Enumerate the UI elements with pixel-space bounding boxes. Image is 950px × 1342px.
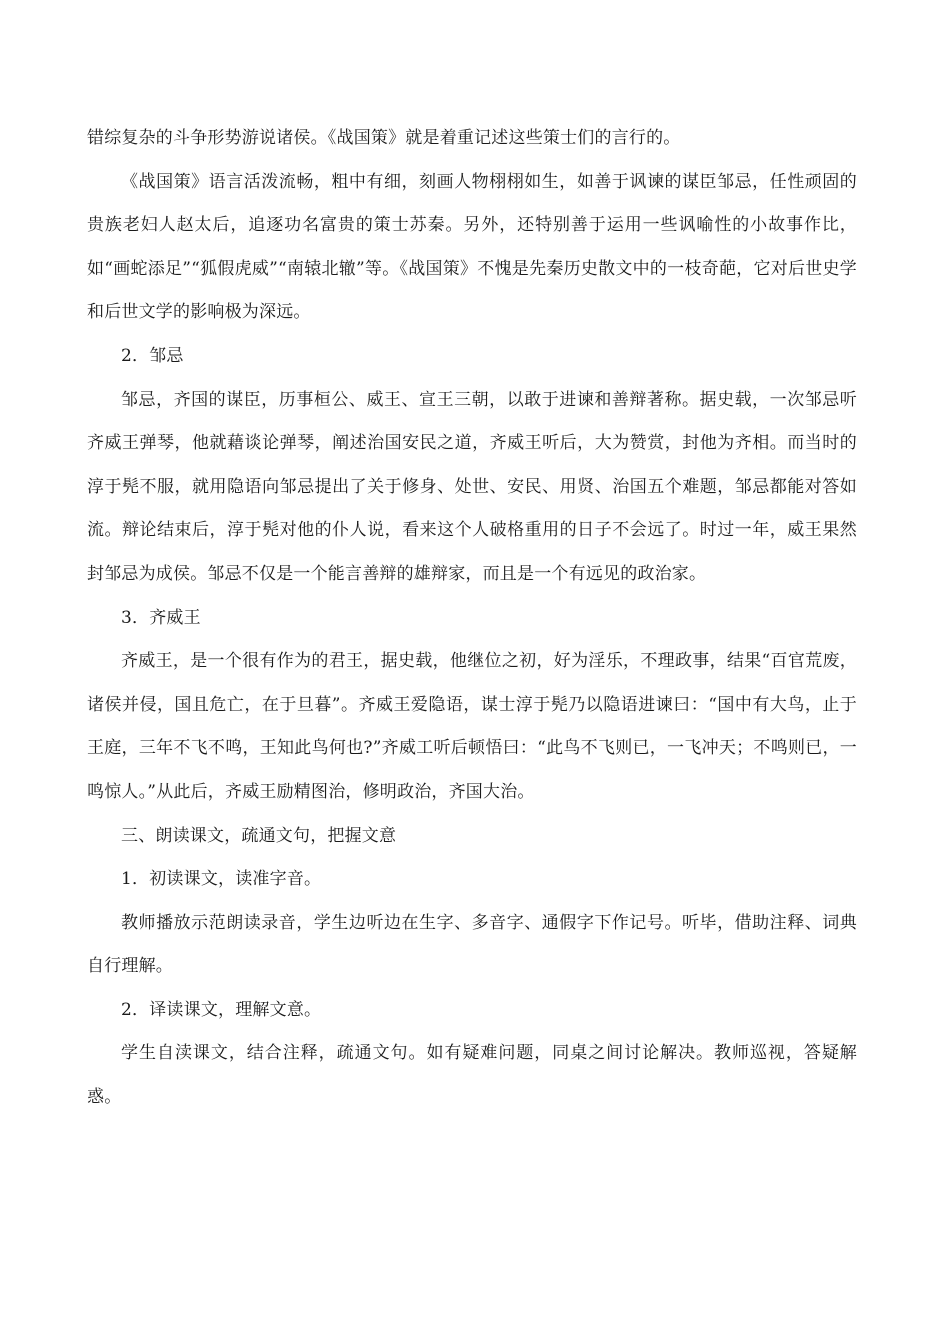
- section-heading-reading: 三、朗读课文，疏通文句，把握文意: [121, 825, 397, 846]
- paragraph-translation-reading: 学生自渎课文，结合注释，疏通文句。如有疑难问题，同桌之间讨论解决。教师巡视，答疑解惑。: [87, 1043, 857, 1108]
- document-body: [87, 117, 857, 1120]
- paragraph-first-reading: 教师播放示范朗读录音，学生边听边在生字、多音字、通假字下作记号。听毕，借助注释、词典自行理解。: [87, 912, 857, 977]
- step-heading-first-reading: 1．初读课文，读准字音。: [121, 869, 322, 890]
- paragraph-qiweiwang-bio: 齐威王，是一个很有作为的君王，据史载，他继位之初，好为淫乐，不理政事，结果“百官荒废，诸侯并侵，国且危亡，在于旦暮”。齐威王爱隐语，谋士淳于髡乃以隐语进谏曰：“国中有大鸟，止于王庭，三年不飞不鸣，王知此鸟何也?”齐威工听后顿悟曰：“此鸟不飞则已，一飞冲天；不鸣则已，一鸣惊人。”从此后，齐威王励精图治，修明政治，齐国大治。: [87, 651, 857, 802]
- step-heading-translation-reading: 2．译读课文，理解文意。: [121, 999, 322, 1020]
- paragraph-intro-continuation: 错综复杂的斗争形势游说诸侯。《战国策》就是着重记述这些策士们的言行的。: [87, 128, 681, 148]
- paragraph-zouji-bio: 邹忌，齐国的谋臣，历事桓公、威王、宣王三朝，以敢于进谏和善辩著称。据史载，一次邹忌听齐威王弹琴，他就藉谈论弹琴，阐述治国安民之道，齐威王听后，大为赞赏，封他为齐相。而当时的淳于髡不服，就用隐语向邹忌提出了关于修身、处世、安民、用贤、治国五个难题，邹忌都能对答如流。辩论结束后，淳于髡对他的仆人说，看来这个人破格重用的日子不会远了。时过一年，威王果然封邹忌为成侯。邹忌不仅是一个能言善辩的雄辩家，而且是一个有远见的政治家。: [87, 389, 857, 584]
- paragraph-zhanguoce-language: 《战国策》语言活泼流畅，粗中有细，刻画人物栩栩如生，如善于讽谏的谋臣邹忌，任性顽固的贵族老妇人赵太后，追逐功名富贵的策士苏秦。另外，还特别善于运用一些讽喻性的小故事作比，如“画蛇添足”“狐假虎威”“南辕北辙”等。《战国策》不愧是先秦历史散文中的一枝奇葩，它对后世史学和后世文学的影响极为深远。: [87, 171, 857, 323]
- section-heading-qiweiwang: 3．齐威王: [121, 607, 201, 628]
- section-heading-zouji: 2．邹忌: [121, 345, 184, 366]
